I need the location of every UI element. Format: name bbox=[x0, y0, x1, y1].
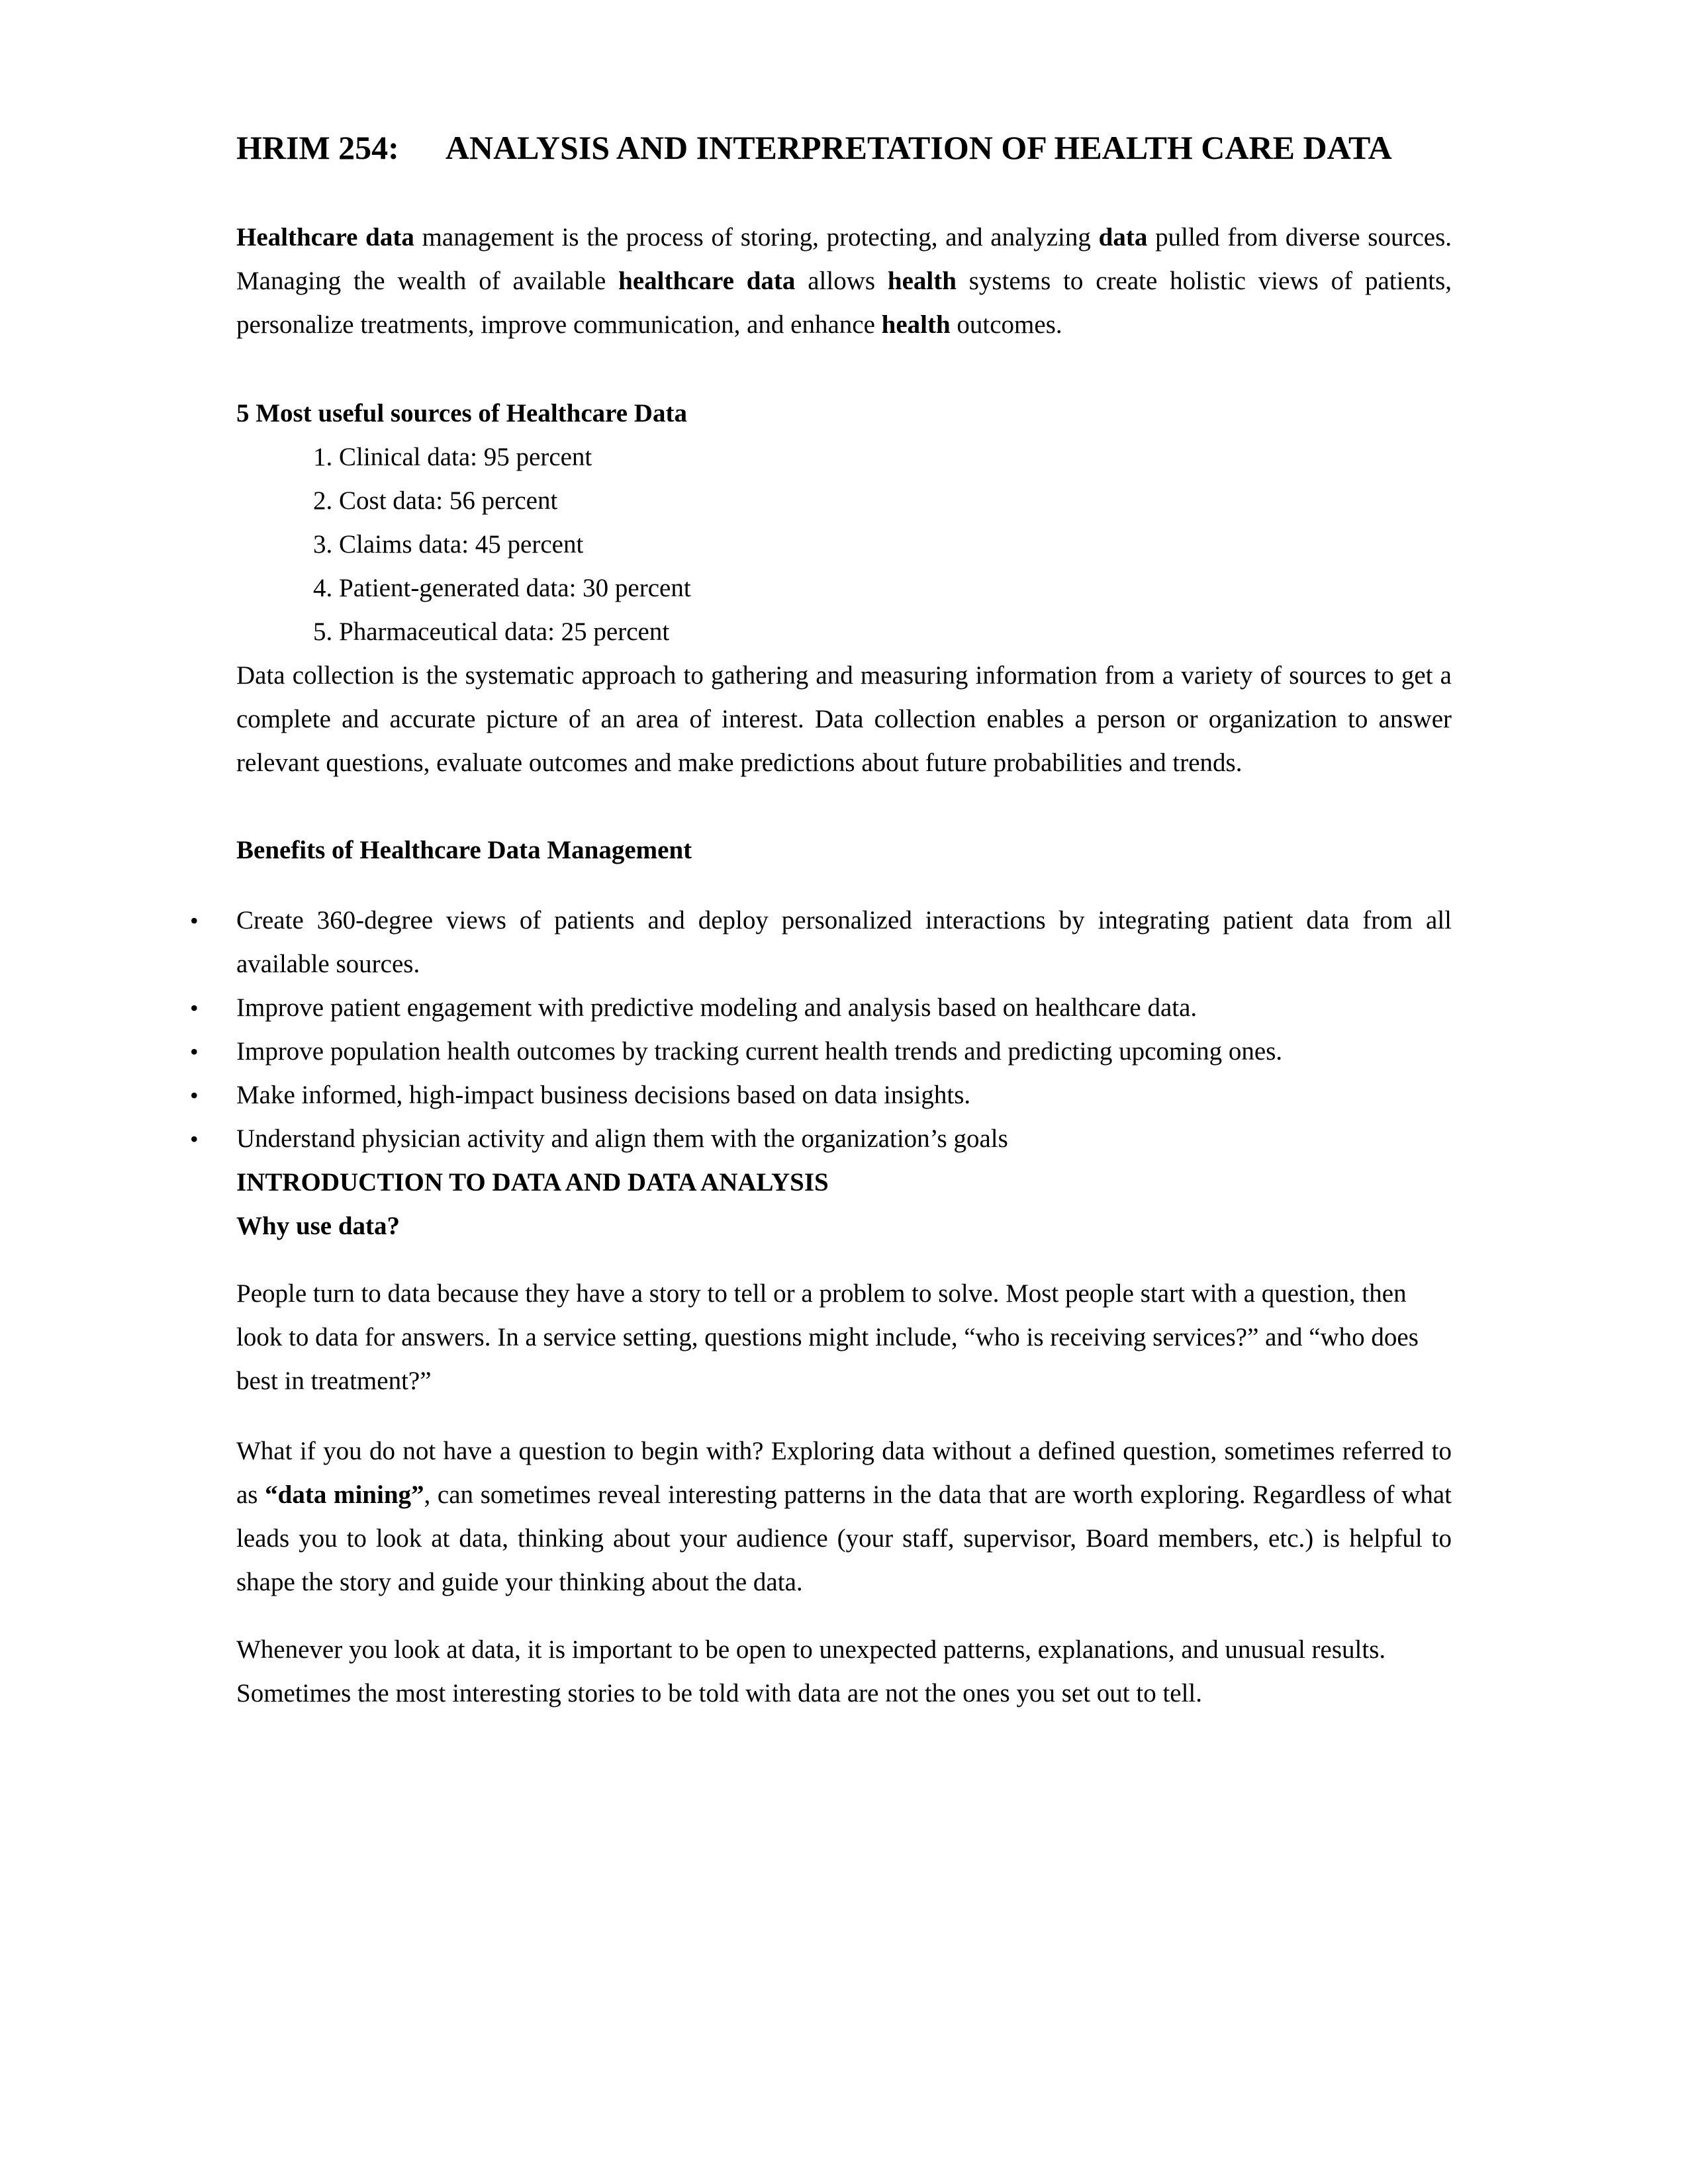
benefits-heading: Benefits of Healthcare Data Management bbox=[236, 836, 692, 864]
whenever-paragraph: Whenever you look at data, it is important to be open to unexpected patterns, explanations, and unusual results. Sometimes the most interesting stories to be told with data are not the ones you set out to tell. bbox=[236, 1635, 1386, 1707]
benefits-list bbox=[236, 899, 1452, 1161]
data-collection-paragraph: Data collection is the systematic approach to gathering and measuring information from a variety of sources to get a complete and accurate picture of an area of interest. Data collection enables a person or organization to answer relevant questions, evaluate outcomes and make predictions about future probabilities and trends. bbox=[236, 661, 1452, 777]
intro-paragraph: Healthcare data management is the process of storing, protecting, and analyzing data pulled from diverse sources. Managing the wealth of available healthcare data allows health systems to create holistic views of patients, personalize treatments, improve communication, and enhance health outcomes. bbox=[236, 223, 1452, 339]
people-turn-paragraph: People turn to data because they have a story to tell or a problem to solve. Most people start with a question, then look to data for answers. In a service setting, questions might include, “who is receiving services?” and “who does best in treatment?” bbox=[236, 1279, 1419, 1395]
course-code: HRIM 254: bbox=[236, 129, 399, 166]
list-item: • Create 360-degree views of patients and deploy personalized interactions by integrating patient data from all available sources. bbox=[236, 899, 1452, 986]
list-item: 3. Claims data: 45 percent bbox=[339, 523, 1452, 567]
sources-heading: 5 Most useful sources of Healthcare Data bbox=[236, 399, 687, 428]
document-title bbox=[236, 126, 1452, 169]
list-item: • Make informed, high-impact business decisions based on data insights. bbox=[236, 1073, 1452, 1117]
title-text: ANALYSIS AND INTERPRETATION OF HEALTH CARE DATA bbox=[445, 129, 1392, 166]
list-item: 2. Cost data: 56 percent bbox=[339, 479, 1452, 523]
list-item: 5. Pharmaceutical data: 25 percent bbox=[339, 610, 1452, 654]
list-item: • Improve population health outcomes by tracking current health trends and predicting upcoming ones. bbox=[236, 1030, 1452, 1073]
introduction-heading: INTRODUCTION TO DATA AND DATA ANALYSIS bbox=[236, 1168, 829, 1197]
data-mining-paragraph: What if you do not have a question to begin with? Exploring data without a defined question, sometimes referred to as “data mining”, can sometimes reveal interesting patterns in the data that are worth exploring. Regardless of what leads you to look at data, thinking about your audience (your staff, supervisor, Board members, etc.) is helpful to shape the story and guide your thinking about the data. bbox=[236, 1437, 1452, 1596]
list-item: 4. Patient-generated data: 30 percent bbox=[339, 567, 1452, 610]
sources-list bbox=[236, 435, 1452, 654]
why-use-data-heading: Why use data? bbox=[236, 1212, 400, 1240]
list-item: • Improve patient engagement with predictive modeling and analysis based on healthcare data. bbox=[236, 986, 1452, 1030]
list-item: • Understand physician activity and align them with the organization’s goals bbox=[236, 1117, 1452, 1161]
list-item: 1. Clinical data: 95 percent bbox=[339, 435, 1452, 479]
